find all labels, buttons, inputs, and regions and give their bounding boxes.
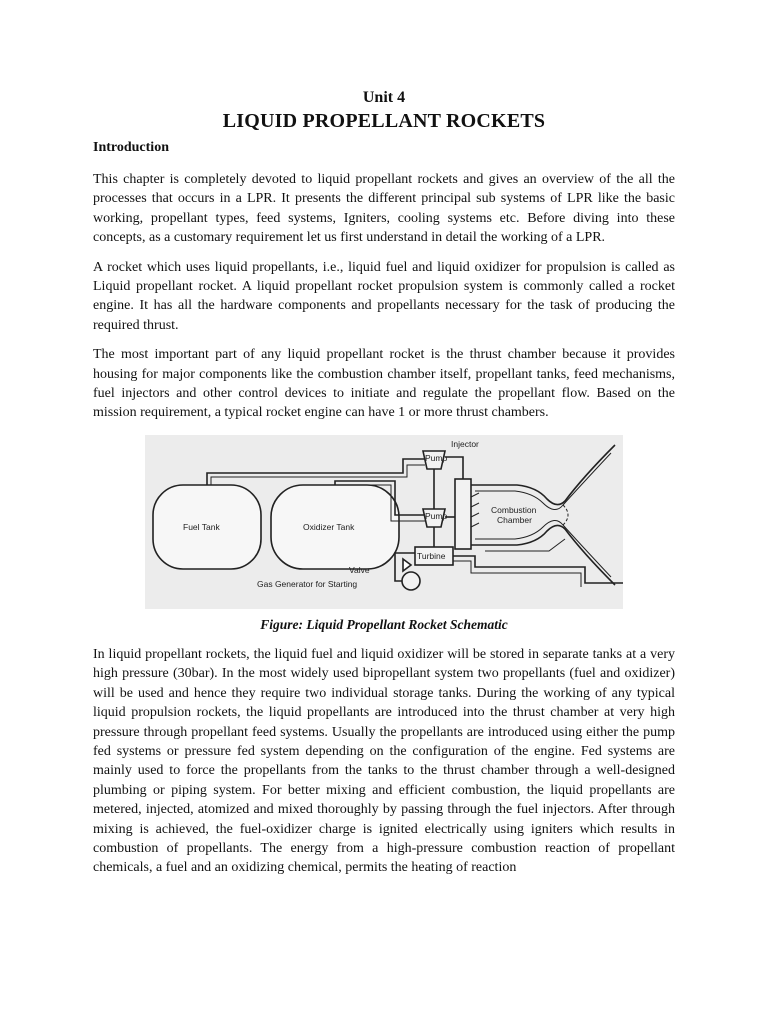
unit-label: Unit 4: [362, 89, 406, 106]
intro-paragraph-1: This chapter is completely devoted to liquid propellant rockets and gives an overview of the all the processes that occurs in a LPR. It presents the different principal sub systems of LPR like the basic working, propellant types, feed systems, Igniters, cooling systems etc. Before diving into these concepts, as a customary requirement let us first understand in detail the working of a LPR.: [93, 172, 675, 246]
document-page: [93, 88, 675, 888]
combustion-label-line2: Chamber: [497, 514, 532, 525]
pump-label-bottom: Pump: [425, 510, 448, 521]
combustion-label-line1: Combustion: [491, 504, 537, 515]
fuel-tank-label: Fuel Tank: [183, 521, 220, 532]
page-title: LIQUID PROPELLANT ROCKETS: [222, 110, 546, 132]
rocket-schematic-diagram: [145, 435, 623, 609]
injector-label: Injector: [451, 438, 479, 449]
gas-generator-shape: [402, 572, 420, 590]
rocket-schematic-figure: [145, 435, 623, 609]
intro-paragraph-3: The most important part of any liquid propellant rocket is the thrust chamber because it provides housing for major components like the combustion chamber itself, propellant tanks, feed mechanisms, fuel injectors and other control devices to initiate and regulate the propellant flow. Based on the mission requirement, a typical rocket engine can have 1 or more thrust chambers.: [93, 347, 675, 421]
injector-shape: [455, 479, 471, 549]
oxidizer-tank-label: Oxidizer Tank: [303, 521, 355, 532]
pump-label-top: Pump: [425, 452, 448, 463]
body-paragraph-main: In liquid propellant rockets, the liquid fuel and liquid oxidizer will be stored in separate tanks at a very high pressure (30bar). In the most widely used bipropellant system two propellants (fuel and oxidizer) will be used and hence they require two individual storage tanks. During the working of any typical liquid propulsion rockets, the liquid propellants are introduced into the thrust chamber at very high pressure through propellant feed systems. Usually the propellants are introduced using either the pump fed systems or pressure fed system depending on the configuration of the engine. Fed systems are mainly used to force the propellants from the tanks to the thrust chamber through a well-designed plumbing or piping system. For better mixing and efficient combustion, the liquid propellants are metered, injected, atomized and mixed thoroughly by passing through the fuel injectors. After through mixing is achieved, the fuel-oxidizer charge is ignited electrically using igniters which results in combustion of propellants. The energy from a high-pressure combustion reaction of propellant chemicals, a fuel and an oxidizing chemical, permits the heating of reaction: [93, 646, 675, 876]
figure-caption: Figure: Liquid Propellant Rocket Schematic: [260, 616, 508, 632]
intro-paragraph-2: A rocket which uses liquid propellants, i.e., liquid fuel and liquid oxidizer for propulsion is called as Liquid propellant rocket. A liquid propellant rocket propulsion system is commonly called a rocket engine. It has all the hardware components and propellants necessary for the task of producing the required thrust.: [93, 259, 675, 333]
turbine-exhaust-line: [453, 556, 623, 583]
combustion-chamber-shape: [471, 445, 615, 585]
valve-shape: [403, 559, 411, 571]
section-heading-introduction: Introduction: [93, 140, 169, 155]
turbine-label: Turbine: [417, 550, 446, 561]
valve-label: Valve: [349, 564, 370, 575]
gas-generator-label: Gas Generator for Starting: [257, 578, 358, 589]
